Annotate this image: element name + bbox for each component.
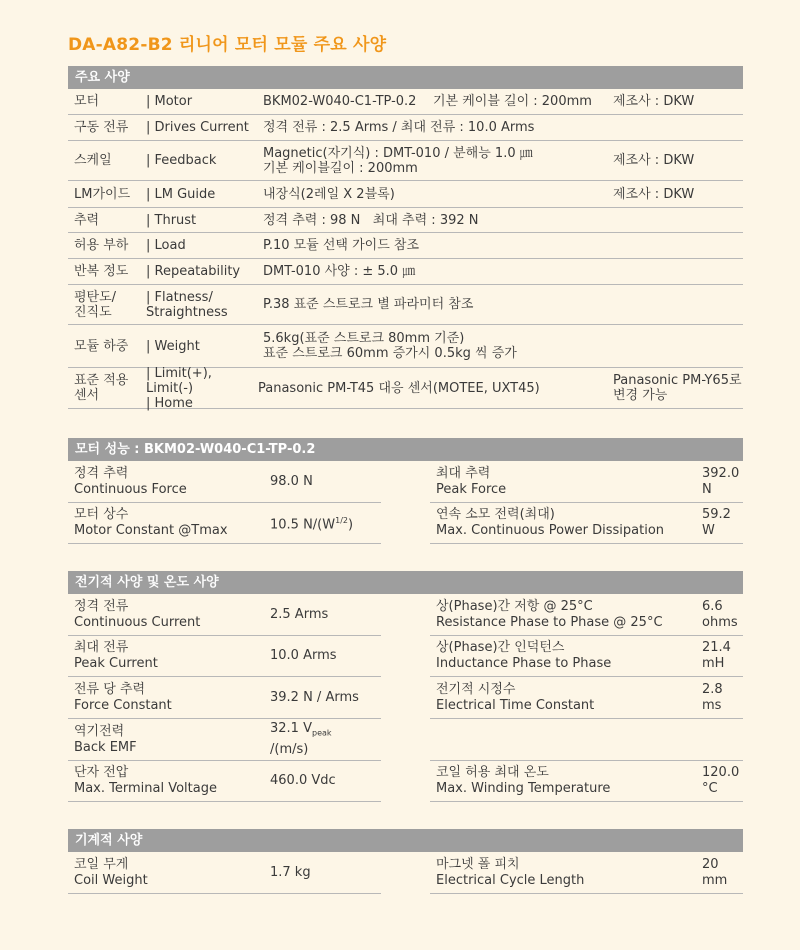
electric-value: 6.6 ohms xyxy=(702,598,738,630)
label-en: Peak Force xyxy=(436,481,507,497)
electric-value: 2.5 Arms xyxy=(270,606,329,622)
motor-cell xyxy=(68,461,381,503)
label-ko: 상(Phase)간 저항 @ 25°C xyxy=(436,598,593,614)
label-ko: 코일 허용 최대 온도 xyxy=(436,765,549,780)
electric-cell xyxy=(430,636,743,677)
electric-left-column xyxy=(68,594,381,802)
electric-label xyxy=(430,765,702,797)
mechanical-label xyxy=(68,857,270,889)
electric-cell xyxy=(68,677,381,719)
spec-row-motor xyxy=(68,89,743,115)
motor-label xyxy=(68,507,270,539)
label-en: Peak Current xyxy=(74,656,158,671)
motor-value: 59.2 W xyxy=(702,507,731,538)
label-en: Electrical Cycle Length xyxy=(436,872,585,888)
label-en: Electrical Time Constant xyxy=(436,697,595,713)
mechanical-right-column xyxy=(430,852,743,894)
mechanical-left-column xyxy=(68,852,381,894)
label-en: Max. Continuous Power Dissipation xyxy=(436,523,665,538)
label-en: Inductance Phase to Phase xyxy=(436,656,612,671)
label-en: Force Constant xyxy=(74,697,172,713)
label-ko: 전기적 시정수 xyxy=(436,681,516,697)
mechanical-section-header: 기계적 사양 xyxy=(68,829,743,852)
spec-label-en: | Load xyxy=(146,238,186,253)
electric-value: 2.8 ms xyxy=(702,681,723,713)
motor-cell xyxy=(68,503,381,544)
electric-value: 120.0 °C xyxy=(702,765,740,796)
spec-label-ko: 모터 xyxy=(74,94,100,109)
spec-label-en: | Drives Current xyxy=(146,120,249,135)
electric-label xyxy=(68,765,270,797)
motor-label xyxy=(430,466,702,498)
spec-row-drives-current xyxy=(68,115,743,141)
label-en: Continuous Current xyxy=(74,614,201,630)
electric-cell xyxy=(430,594,743,636)
mechanical-cell xyxy=(68,852,381,894)
spec-row-weight xyxy=(68,325,743,368)
spec-section-header: 주요 사양 xyxy=(68,66,743,89)
electric-label xyxy=(68,640,270,672)
electric-grid xyxy=(68,594,743,802)
motor-value: 98.0 N xyxy=(270,473,313,489)
electric-value: 39.2 N / Arms xyxy=(270,689,359,705)
motor-cell xyxy=(430,503,743,544)
value-sup: 1/2 xyxy=(335,515,348,525)
mechanical-value: 1.7 kg xyxy=(270,864,311,880)
label-en: Back EMF xyxy=(74,739,137,755)
value-sub: peak xyxy=(311,728,332,738)
label-ko: 최대 추력 xyxy=(436,465,491,481)
spec-maker: 제조사 : DKW xyxy=(613,153,695,168)
label-en: Resistance Phase to Phase @ 25°C xyxy=(436,614,663,630)
spec-value: P.38 표준 스트로크 별 파라미터 참조 xyxy=(263,297,474,312)
spec-table xyxy=(68,89,743,409)
label-en: Motor Constant @Tmax xyxy=(74,523,228,538)
spec-label-en: | Flatness/ Straightness xyxy=(146,289,228,320)
electric-value xyxy=(270,721,381,758)
value-main: 10.5 N/(W xyxy=(270,517,336,533)
spec-value: 내장식(2레일 X 2블록) xyxy=(263,186,395,202)
mechanical-grid xyxy=(68,852,743,894)
motor-label xyxy=(68,466,270,498)
electric-value: 460.0 Vdc xyxy=(270,773,336,788)
electric-value: 21.4 mH xyxy=(702,640,731,671)
spec-value: Magnetic(자기식) : DMT-010 / 분해능 1.0 ㎛ 기본 케이블길이 : 200mm xyxy=(263,145,533,176)
spec-row-sensor xyxy=(68,365,743,411)
electric-label xyxy=(430,732,702,748)
electric-label xyxy=(68,599,270,631)
spec-value: 정격 추력 : 98 N 최대 추력 : 392 N xyxy=(263,212,479,228)
spec-label-en: | LM Guide xyxy=(146,186,216,202)
value-end: ) xyxy=(347,517,354,533)
motor-left-column xyxy=(68,461,381,544)
electric-cell xyxy=(68,636,381,677)
label-ko: 모터 상수 xyxy=(74,507,129,522)
spec-label-ko: 추력 xyxy=(74,212,100,228)
label-en: Max. Terminal Voltage xyxy=(74,781,217,796)
value-main: 32.1 V xyxy=(270,721,312,737)
spec-row-thrust xyxy=(68,208,743,233)
spec-label-en: | Feedback xyxy=(146,153,217,168)
label-ko: 역기전력 xyxy=(74,723,125,739)
electric-cell xyxy=(430,761,743,802)
electric-label xyxy=(430,599,702,631)
motor-grid xyxy=(68,461,743,544)
electric-label xyxy=(68,682,270,714)
spec-row-load xyxy=(68,233,743,259)
spec-maker: 제조사 : DKW xyxy=(613,186,695,202)
label-ko: 정격 추력 xyxy=(74,465,129,481)
spec-label-ko: 허용 부하 xyxy=(74,238,129,253)
electric-section-header: 전기적 사양 및 온도 사양 xyxy=(68,571,743,594)
label-ko: 마그넷 폴 피치 xyxy=(436,856,520,872)
label-en: Continuous Force xyxy=(74,481,187,497)
motor-label xyxy=(430,507,702,539)
spec-label-en: | Weight xyxy=(146,338,200,354)
electric-label xyxy=(430,640,702,672)
spec-value: DMT-010 사양 : ± 5.0 ㎛ xyxy=(263,264,416,279)
spec-label-en: | Limit(+), Limit(-) | Home xyxy=(146,365,212,411)
spec-label-ko: 평탄도/ 진직도 xyxy=(74,289,117,320)
spec-value: 정격 전류 : 2.5 Arms / 최대 전류 : 10.0 Arms xyxy=(263,120,535,135)
mechanical-value: 20 mm xyxy=(702,856,728,888)
spec-label-en: | Thrust xyxy=(146,212,197,228)
spec-value: Panasonic PM-T45 대응 센서(MOTEE, UXT45) xyxy=(258,380,540,396)
value-end: /(m/s) xyxy=(270,741,309,757)
electric-cell-empty xyxy=(430,719,743,761)
spec-value: P.10 모듈 선택 가이드 참조 xyxy=(263,238,420,253)
label-ko: 단자 전압 xyxy=(74,765,129,780)
spec-maker: 제조사 : DKW xyxy=(613,94,695,109)
label-en: Max. Winding Temperature xyxy=(436,781,611,796)
spec-row-flatness xyxy=(68,285,743,325)
electric-cell xyxy=(430,677,743,719)
label-ko: 연속 소모 전력(최대) xyxy=(436,507,555,522)
spec-maker: Panasonic PM-Y65로 변경 가능 xyxy=(613,373,742,403)
spec-label-ko: 모듈 하중 xyxy=(74,338,129,354)
motor-cell xyxy=(430,461,743,503)
label-ko: 상(Phase)간 인덕턴스 xyxy=(436,640,565,655)
mechanical-label xyxy=(430,857,702,889)
spec-label-en: | Repeatability xyxy=(146,264,241,279)
spec-label-en: | Motor xyxy=(146,94,193,109)
spec-value: BKM02-W040-C1-TP-0.2 기본 케이블 길이 : 200mm xyxy=(263,94,592,109)
mechanical-cell xyxy=(430,852,743,894)
label-ko: 정격 전류 xyxy=(74,598,129,614)
label-ko: 전류 당 추력 xyxy=(74,681,146,697)
motor-value xyxy=(270,513,381,533)
electric-cell xyxy=(68,719,381,761)
spec-label-ko: 구동 전류 xyxy=(74,120,129,135)
motor-right-column xyxy=(430,461,743,544)
motor-section-header: 모터 성능 : BKM02-W040-C1-TP-0.2 xyxy=(68,438,743,461)
spec-row-repeatability xyxy=(68,259,743,285)
label-en: Coil Weight xyxy=(74,872,148,888)
motor-value: 392.0 N xyxy=(702,465,740,497)
spec-label-ko: LM가이드 xyxy=(74,186,131,202)
label-ko: 코일 무게 xyxy=(74,856,129,872)
spec-row-feedback xyxy=(68,141,743,181)
electric-right-column xyxy=(430,594,743,802)
electric-cell xyxy=(68,761,381,802)
spec-value: 5.6kg(표준 스트로크 80mm 기준) 표준 스트로크 60mm 증가시 0.5kg 씩 증가 xyxy=(263,331,517,361)
spec-label-ko: 스케일 xyxy=(74,153,112,168)
spec-label-ko: 반복 정도 xyxy=(74,264,129,279)
electric-value: 10.0 Arms xyxy=(270,648,337,663)
electric-label xyxy=(68,724,270,756)
page-title: DA-A82-B2 리니어 모터 모듈 주요 사양 xyxy=(68,35,387,55)
spec-row-lm-guide xyxy=(68,181,743,208)
electric-cell xyxy=(68,594,381,636)
electric-label xyxy=(430,682,702,714)
spec-label-ko: 표준 적용 센서 xyxy=(74,373,129,403)
label-ko: 최대 전류 xyxy=(74,640,129,655)
